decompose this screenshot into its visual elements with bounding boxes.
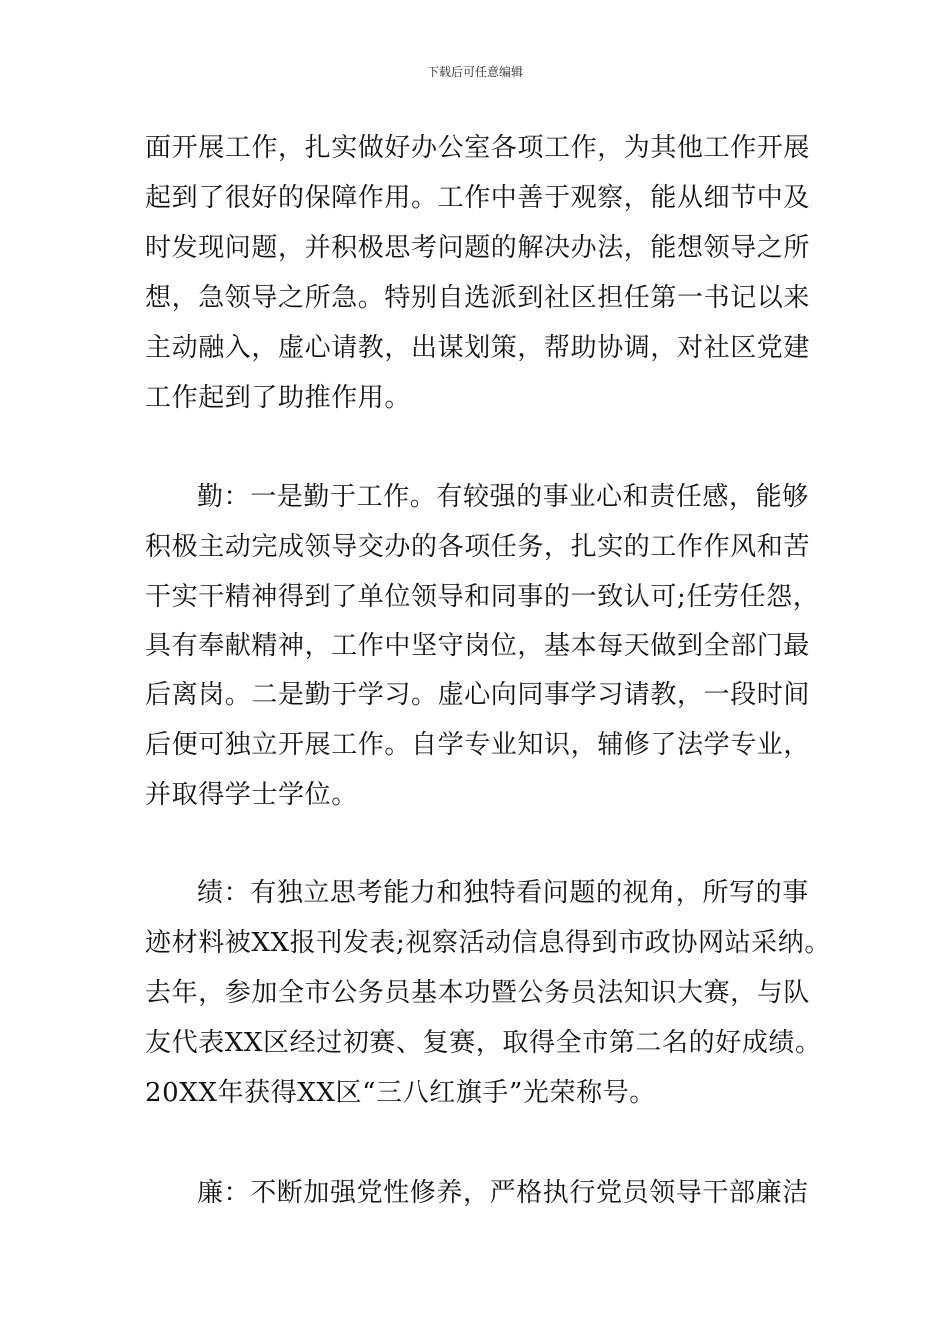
paragraph-4-line-1: 廉：不断加强党性修养，严格执行党员领导干部廉洁 [197, 1178, 809, 1208]
paragraph-3-line-3: 去年，参加全市公务员基本功暨公务员法知识大赛，与队 [145, 978, 811, 1008]
paragraph-2-line-1: 勤：一是勤于工作。有较强的事业心和责任感，能够 [197, 482, 809, 512]
paragraph-2-line-7: 并取得学士学位。 [145, 780, 358, 810]
paragraph-3-line-5: 20XX年获得XX区“三八红旗手”光荣称号。 [145, 1078, 656, 1108]
paragraph-1-line-2: 起到了很好的保障作用。工作中善于观察，能从细节中及 [145, 183, 811, 213]
paragraph-2-line-3: 干实干精神得到了单位领导和同事的一致认可;任劳任怨， [145, 582, 820, 612]
page-header: 下载后可任意编辑 [426, 65, 523, 79]
paragraph-2-line-2: 积极主动完成领导交办的各项任务，扎实的工作作风和苦 [145, 532, 811, 562]
paragraph-1-line-3: 时发现问题，并积极思考问题的解决办法，能想领导之所 [145, 233, 811, 263]
paragraph-2-line-6: 后便可独立开展工作。自学专业知识，辅修了法学专业， [145, 730, 811, 760]
paragraph-1-line-4: 想，急领导之所急。特别自选派到社区担任第一书记以来 [145, 283, 811, 313]
paragraph-1-line-5: 主动融入，虚心请教，出谋划策，帮助协调，对社区党建 [145, 333, 811, 363]
paragraph-2-line-4: 具有奉献精神，工作中坚守岗位，基本每天做到全部门最 [145, 631, 811, 661]
paragraph-1-line-6: 工作起到了助推作用。 [145, 383, 412, 413]
paragraph-3-line-2: 迹材料被XX报刊发表;视察活动信息得到市政协网站采纳。 [145, 928, 831, 958]
paragraph-3-line-4: 友代表XX区经过初赛、复赛，取得全市第二名的好成绩。 [145, 1028, 822, 1058]
paragraph-3-line-1: 绩：有独立思考能力和独特看问题的视角，所写的事 [197, 878, 809, 908]
paragraph-1-line-1: 面开展工作，扎实做好办公室各项工作，为其他工作开展 [145, 133, 811, 163]
paragraph-2-line-5: 后离岗。二是勤于学习。虚心向同事学习请教，一段时间 [145, 680, 811, 710]
